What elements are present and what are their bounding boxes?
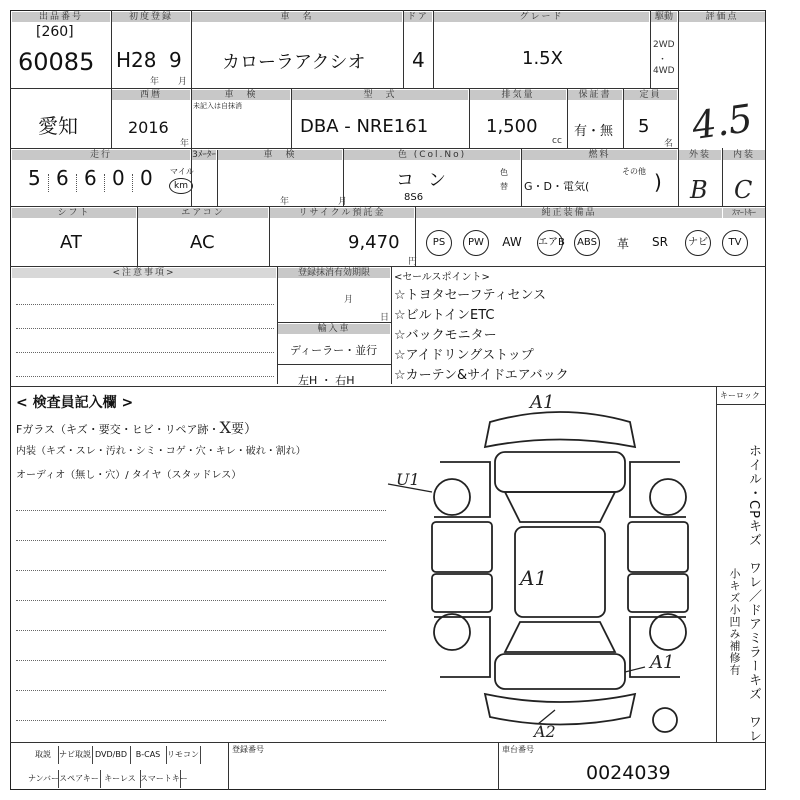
- color-code: 8S6: [404, 192, 424, 203]
- unit-mile: マイル: [170, 167, 194, 176]
- yen-unit: 円: [408, 257, 418, 267]
- accessory-row1-2: DVD/BD: [92, 746, 131, 764]
- capacity: 5: [638, 116, 650, 137]
- chassis-label: 車台番号: [502, 745, 534, 754]
- wheel-fr: [650, 479, 686, 515]
- exterior-grade: B: [690, 176, 708, 204]
- model-year-label: 西暦: [112, 90, 190, 100]
- first-reg-label: 初度登録: [112, 12, 190, 22]
- sales-point: ☆トヨタセーフティセンス: [394, 288, 547, 303]
- left-front-door: [432, 522, 492, 572]
- sales-point: ☆バックモニター: [394, 328, 497, 343]
- repair-note: 小キズ小凹み補修有: [728, 568, 741, 676]
- cc-unit: cc: [552, 136, 562, 146]
- model-type-label: 型 式: [292, 90, 468, 100]
- color: コン: [396, 170, 460, 191]
- shift: AT: [60, 232, 82, 253]
- digit-separator: [76, 174, 77, 192]
- windshield: [505, 492, 615, 522]
- glass-mark: X: [219, 418, 231, 437]
- sales-label: <セールスポイント>: [394, 272, 490, 283]
- color-swap-label: 色替: [500, 168, 508, 191]
- sales-point: ☆カーテン&サイドエアバック: [394, 368, 569, 383]
- lot-sub: [260]: [36, 24, 74, 40]
- equipment-label: 純正装備品: [416, 208, 722, 218]
- fuel-other: その他: [622, 167, 646, 176]
- right-front-fender: [630, 462, 686, 517]
- accessory-row2-1: スペアキー: [58, 770, 101, 788]
- steering-side: 左H ・ 右H: [298, 374, 355, 387]
- wheel-rl: [434, 614, 470, 650]
- front-bumper: [485, 412, 635, 447]
- accessory-row1-0: 取説: [28, 746, 59, 764]
- car-diagram: [410, 392, 710, 742]
- shaken-note: 未記入は自抹消: [193, 102, 242, 110]
- fuel: G・D・電気(: [524, 180, 590, 193]
- mileage-digit: 0: [140, 166, 153, 190]
- car-name-label: 車 名: [192, 12, 402, 22]
- digit-separator: [132, 174, 133, 192]
- drive-4wd: 4WD: [653, 66, 675, 76]
- displacement: 1,500: [486, 116, 538, 137]
- ac-label: エアコン: [138, 208, 268, 218]
- dealer-parallel: ディーラー・並行: [290, 344, 378, 357]
- interior-note: 内装（キズ・スレ・汚れ・シミ・コゲ・穴・キレ・破れ・割れ）: [16, 446, 306, 457]
- mileage-digit: 6: [56, 166, 69, 190]
- odo-month-unit: 月: [338, 197, 348, 207]
- accessory-row1-4: リモコン: [166, 746, 201, 764]
- equipment-4: エアB: [537, 230, 563, 256]
- score-label: 評価点: [679, 12, 765, 22]
- equipment-8: ナビ: [685, 230, 711, 256]
- mileage-digit: 6: [84, 166, 97, 190]
- equipment-2: PW: [463, 230, 489, 256]
- interior-grade: C: [734, 176, 753, 204]
- interior-label: 内装: [723, 150, 765, 160]
- grade-label: グレード: [434, 12, 649, 22]
- import-label: 輸入車: [278, 324, 390, 334]
- equipment-1: PS: [426, 230, 452, 256]
- unit-km-circle: [169, 178, 193, 194]
- hood: [495, 452, 625, 492]
- equipment-list: [416, 226, 766, 260]
- glass-req: 要）: [230, 422, 257, 437]
- sales-point: ☆ビルトインETC: [394, 308, 495, 323]
- glass-text: Fガラス（キズ・要交・ヒビ・リペア跡・: [16, 423, 220, 436]
- mark-left: U1: [396, 470, 420, 489]
- equipment-6: 革: [616, 237, 629, 251]
- shift-label: シフト: [12, 208, 136, 218]
- right-front-door: [628, 522, 688, 572]
- guarantee: 有・無: [574, 124, 614, 139]
- month-unit: 月: [178, 77, 188, 87]
- valid-month-unit: 月: [344, 295, 354, 305]
- model-year: 2016: [128, 118, 169, 137]
- wheel-mirror-note: ホイル・CPキズ ワレ／ドアミラーキズ ワレ: [746, 444, 761, 743]
- accessory-row2-2: キーレス: [100, 770, 141, 788]
- sales-point: ☆アイドリングストップ: [394, 348, 534, 363]
- score-value: 4.5: [689, 96, 756, 148]
- door-count: 4: [412, 48, 425, 72]
- spare-mark: [653, 708, 677, 732]
- accessory-row2-0: ナンバー: [28, 770, 59, 788]
- equipment-9: TV: [722, 230, 748, 256]
- rear-bumper: [485, 694, 635, 725]
- lot-number: 60085: [18, 48, 95, 76]
- fuel-close: ): [654, 170, 662, 194]
- equipment-5: ABS: [574, 230, 600, 256]
- glass-note: [16, 418, 257, 437]
- inspection-title: < 検査員記入欄 >: [16, 395, 134, 411]
- meter-replace-label: 3ﾒｰﾀｰ: [192, 150, 216, 160]
- drive-2wd: 2WD: [653, 40, 675, 50]
- reg-number-label: 登録番号: [232, 745, 264, 754]
- odo-label: 車 検: [218, 150, 342, 160]
- drive-label: 駆動: [651, 12, 677, 22]
- right-rear-door: [628, 574, 688, 612]
- guarantee-label: 保証書: [568, 90, 622, 100]
- digit-separator: [104, 174, 105, 192]
- valid-label: 登録抹消有効期限: [278, 268, 390, 278]
- model-year-unit: 年: [180, 139, 190, 149]
- odo-year-unit: 年: [280, 197, 290, 207]
- accessory-grid: [10, 742, 228, 790]
- keylock-label: キーロック: [720, 391, 760, 400]
- wheel-rr: [650, 614, 686, 650]
- first-reg-month: 9: [169, 48, 182, 72]
- caution-label: <注意事項>: [12, 268, 276, 278]
- grade-value: 1.5X: [522, 48, 563, 69]
- mileage-digit: 0: [112, 166, 125, 190]
- lot-label: 出品番号: [12, 12, 110, 22]
- digit-separator: [48, 174, 49, 192]
- wheel-fl: [434, 479, 470, 515]
- mileage-digits: [28, 164, 168, 196]
- mark-roof: A1: [520, 566, 548, 590]
- ac: AC: [190, 232, 215, 253]
- chassis-number: 0024039: [586, 762, 671, 784]
- fuel-label: 燃料: [522, 150, 677, 160]
- year-unit: 年: [150, 77, 160, 87]
- smartkey-label: ｽﾏｰﾄｷｰ: [723, 208, 765, 218]
- model-type: DBA - NRE161: [300, 116, 429, 137]
- mark-rear: A2: [534, 722, 556, 741]
- sales-points: [394, 284, 714, 384]
- mileage-label: 走行: [12, 150, 190, 160]
- capacity-label: 定員: [624, 90, 677, 100]
- recycle-fee: 9,470: [348, 232, 400, 253]
- equipment-7: SR: [652, 235, 668, 249]
- drive-dot: ・: [658, 55, 668, 65]
- car-name: カローラアクシオ: [222, 52, 366, 73]
- audio-tire-note: オーディオ（無し・穴）/ タイヤ（スタッドレス）: [16, 470, 242, 481]
- accessory-row2-3: スマートキー: [140, 770, 181, 788]
- equipment-3: AW: [502, 235, 522, 249]
- trunk: [495, 654, 625, 689]
- mileage-digit: 5: [28, 166, 41, 190]
- mark-front: A1: [530, 392, 555, 413]
- door-label: ドア: [404, 12, 432, 22]
- unit-km: km: [174, 181, 188, 191]
- displacement-label: 排気量: [470, 90, 566, 100]
- accessory-row1-1: ナビ取説: [58, 746, 93, 764]
- exterior-label: 外装: [679, 150, 721, 160]
- mark-right-rear: A1: [650, 652, 675, 673]
- left-rear-door: [432, 574, 492, 612]
- capacity-unit: 名: [664, 139, 674, 149]
- color-label: 色 (Col.No): [344, 150, 520, 160]
- first-reg-year: H28: [116, 48, 157, 72]
- left-front-fender: [434, 462, 490, 517]
- region: 愛知: [38, 114, 78, 138]
- rear-window: [505, 622, 615, 652]
- recycle-label: リサイクル預託金: [270, 208, 414, 218]
- valid-day-unit: 日: [380, 313, 390, 323]
- accessory-row1-3: B-CAS: [130, 746, 167, 764]
- shaken-label: 車 検: [192, 90, 290, 100]
